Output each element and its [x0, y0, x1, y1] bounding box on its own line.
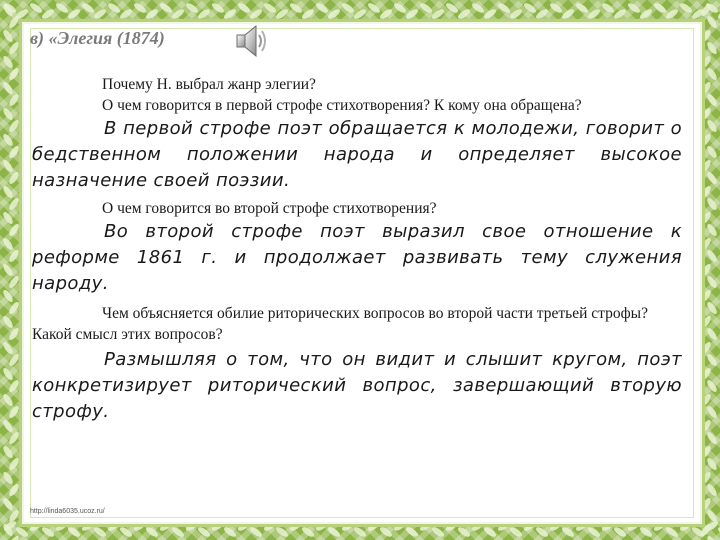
leaf-ornament [55, 2, 70, 15]
leaf-ornament [8, 197, 21, 212]
leaf-ornament [431, 526, 446, 539]
leaf-ornament [249, 8, 264, 21]
leaf-ornament [653, 2, 668, 15]
leaf-ornament [171, 526, 186, 539]
leaf-ornament [67, 8, 82, 21]
leaf-ornament [561, 8, 576, 21]
leaf-ornament [2, 523, 15, 538]
leaf-ornament [367, 2, 382, 15]
leaf-ornament [405, 526, 420, 539]
leaf-ornament [706, 119, 719, 134]
slide-content [32, 74, 682, 425]
leaf-ornament [237, 2, 252, 15]
question-text: О чем говорится во второй строфе стихотворения? [102, 200, 437, 217]
leaf-ornament [275, 526, 290, 539]
leaf-ornament [275, 8, 290, 21]
leaf-ornament [197, 526, 212, 539]
leaf-ornament [107, 2, 122, 15]
leaf-ornament [2, 497, 15, 512]
leaf-ornament [145, 526, 160, 539]
leaf-ornament [706, 145, 719, 160]
leaf-ornament [2, 55, 15, 70]
slide-heading: в) «Элегия (1874) [30, 28, 165, 48]
leaf-ornament [8, 483, 21, 498]
leaf-ornament [249, 526, 264, 539]
leaf-ornament [2, 393, 15, 408]
leaf-ornament [706, 275, 719, 290]
leaf-ornament [8, 249, 21, 264]
leaf-ornament [145, 8, 160, 21]
leaf-ornament [119, 8, 134, 21]
leaf-ornament [706, 535, 719, 540]
leaf-ornament [706, 93, 719, 108]
leaf-ornament [2, 29, 15, 44]
leaf-ornament [587, 8, 602, 21]
leaf-ornament [171, 8, 186, 21]
leaf-ornament [8, 405, 21, 420]
leaf-ornament [2, 263, 15, 278]
leaf-ornament [706, 431, 719, 446]
leaf-ornament [301, 8, 316, 21]
leaf-ornament [706, 327, 719, 342]
leaf-ornament [315, 2, 330, 15]
leaf-ornament [706, 15, 719, 30]
leaf-ornament [627, 2, 642, 15]
leaf-ornament [2, 341, 15, 356]
leaf-ornament [29, 2, 44, 15]
leaf-ornament [8, 145, 21, 160]
leaf-ornament [8, 93, 21, 108]
leaf-ornament [41, 8, 56, 21]
leaf-ornament [81, 2, 96, 15]
leaf-ornament [700, 523, 713, 538]
leaf-ornament [509, 526, 524, 539]
leaf-ornament [457, 8, 472, 21]
leaf-ornament [133, 2, 148, 15]
leaf-ornament [379, 8, 394, 21]
source-url: http://linda6035.ucoz.ru/ [30, 508, 105, 515]
leaf-ornament [601, 2, 616, 15]
leaf-ornament [587, 526, 602, 539]
leaf-ornament [535, 8, 550, 21]
leaf-ornament [223, 8, 238, 21]
leaf-ornament [8, 353, 21, 368]
leaf-ornament [665, 526, 680, 539]
leaf-ornament [2, 107, 15, 122]
leaf-ornament [8, 119, 21, 134]
leaf-ornament [159, 2, 174, 15]
leaf-ornament [706, 171, 719, 186]
leaf-ornament [2, 289, 15, 304]
leaf-ornament [497, 2, 512, 15]
leaf-ornament [706, 405, 719, 420]
leaf-ornament [509, 8, 524, 21]
leaf-ornament [8, 41, 21, 56]
leaf-ornament [8, 67, 21, 82]
leaf-ornament [445, 2, 460, 15]
leaf-ornament [8, 275, 21, 290]
leaf-ornament [8, 171, 21, 186]
leaf-ornament [706, 483, 719, 498]
leaf-border-left [0, 0, 24, 540]
question-text: О чем говорится в первой строфе стихотворения? К кому она обращена? [102, 97, 582, 114]
leaf-ornament [2, 367, 15, 382]
leaf-ornament [700, 3, 713, 18]
leaf-ornament [679, 2, 694, 15]
leaf-ornament [2, 315, 15, 330]
leaf-ornament [67, 526, 82, 539]
leaf-ornament [327, 526, 342, 539]
leaf-ornament [706, 353, 719, 368]
leaf-ornament [2, 211, 15, 226]
leaf-ornament [289, 2, 304, 15]
leaf-ornament [549, 2, 564, 15]
answer-text: Размышляя о том, что он видит и слышит кругом, поэт конкретизирует риторический вопрос, завершающий вторую строфу. [32, 349, 682, 422]
leaf-ornament [327, 8, 342, 21]
leaf-ornament [2, 133, 15, 148]
leaf-ornament [41, 526, 56, 539]
leaf-ornament [119, 526, 134, 539]
leaf-ornament [483, 8, 498, 21]
leaf-ornament [639, 8, 654, 21]
leaf-ornament [639, 526, 654, 539]
leaf-ornament [211, 2, 226, 15]
leaf-ornament [393, 2, 408, 15]
leaf-ornament [2, 185, 15, 200]
leaf-ornament [8, 431, 21, 446]
leaf-ornament [8, 379, 21, 394]
leaf-ornament [8, 509, 21, 524]
leaf-ornament [431, 8, 446, 21]
leaf-ornament [2, 81, 15, 96]
leaf-ornament [379, 526, 394, 539]
leaf-ornament [93, 526, 108, 539]
leaf-ornament [2, 471, 15, 486]
leaf-ornament [185, 2, 200, 15]
leaf-ornament [341, 2, 356, 15]
leaf-ornament [197, 8, 212, 21]
leaf-ornament [613, 526, 628, 539]
leaf-ornament [223, 526, 238, 539]
leaf-ornament [2, 419, 15, 434]
leaf-ornament [2, 3, 15, 18]
leaf-ornament [471, 2, 486, 15]
question-text: Почему Н. выбрал жанр элегии? [102, 76, 316, 93]
leaf-ornament [665, 8, 680, 21]
leaf-ornament [706, 67, 719, 82]
leaf-ornament [2, 237, 15, 252]
leaf-ornament [93, 8, 108, 21]
leaf-ornament [706, 379, 719, 394]
leaf-ornament [2, 445, 15, 460]
question-text: Чем объясняется обилие риторических вопросов во второй части третьей строфы? Какой смысл этих вопросов? [32, 305, 648, 343]
leaf-ornament [706, 457, 719, 472]
leaf-ornament [613, 8, 628, 21]
leaf-ornament [8, 223, 21, 238]
leaf-ornament [561, 526, 576, 539]
speaker-icon[interactable] [234, 22, 270, 60]
leaf-ornament [706, 223, 719, 238]
leaf-ornament [535, 526, 550, 539]
leaf-ornament [706, 41, 719, 56]
leaf-ornament [419, 2, 434, 15]
leaf-ornament [353, 526, 368, 539]
leaf-ornament [457, 526, 472, 539]
leaf-ornament [8, 15, 21, 30]
leaf-ornament [706, 509, 719, 524]
leaf-ornament [2, 159, 15, 174]
leaf-ornament [706, 249, 719, 264]
leaf-ornament [706, 301, 719, 316]
leaf-border-top [0, 0, 720, 24]
leaf-ornament [263, 2, 278, 15]
leaf-ornament [706, 197, 719, 212]
leaf-ornament [483, 526, 498, 539]
leaf-ornament [8, 457, 21, 472]
answer-text: Во второй строфе поэт выразил свое отношение к реформе 1861 г. и продолжает развивать тему служения народу. [32, 221, 682, 294]
leaf-ornament [8, 301, 21, 316]
leaf-ornament [8, 327, 21, 342]
leaf-ornament [523, 2, 538, 15]
leaf-ornament [301, 526, 316, 539]
leaf-ornament [405, 8, 420, 21]
answer-text: В первой строфе поэт обращается к молодежи, говорит о бедственном положении народа и определяет высокое назначение своей поэзии. [32, 118, 682, 191]
leaf-ornament [353, 8, 368, 21]
leaf-ornament [575, 2, 590, 15]
